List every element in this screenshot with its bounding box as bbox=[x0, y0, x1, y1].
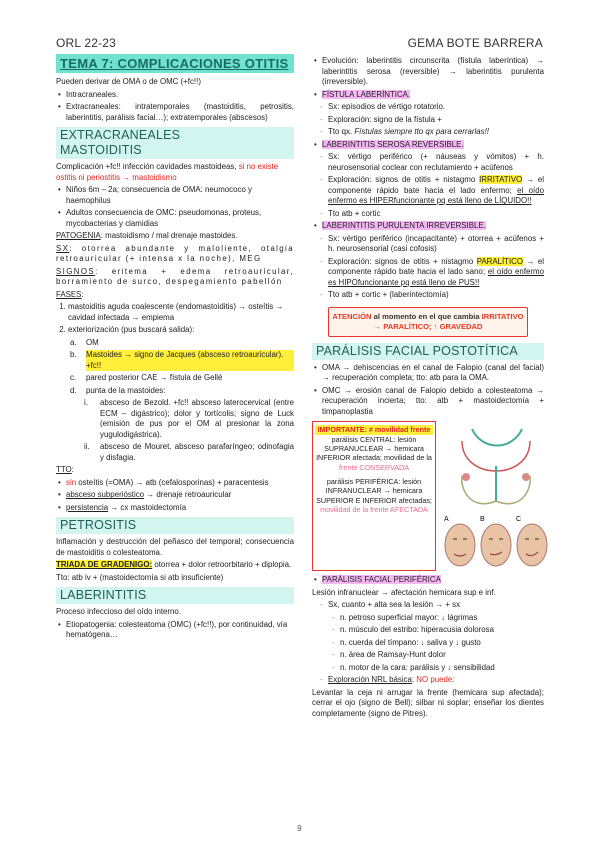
petrositis-heading: PETROSITIS bbox=[56, 517, 294, 534]
evolucion-list bbox=[312, 56, 544, 88]
section-heading bbox=[56, 127, 294, 159]
laberintitis-heading: LABERINTITIS bbox=[56, 587, 294, 604]
list-item: - n. músculo del estribo: hiperacusia dolorosa bbox=[340, 625, 544, 636]
list-item: a. OM bbox=[70, 337, 99, 347]
figure-label: C bbox=[516, 516, 522, 524]
irritativo-highlight: IRRITATIVO bbox=[479, 175, 523, 184]
topic-title: TEMA 7: COMPLICACIONES OTITIS bbox=[56, 54, 294, 73]
list-item: 2. exteriorización (pus buscará salida): bbox=[68, 325, 294, 336]
list-item: - Tto atb + cortic bbox=[328, 209, 544, 220]
list-item: - Tto atb + cortic + (laberintectomía) bbox=[328, 290, 544, 301]
list-item: - n. área de Ramsay-Hunt dolor bbox=[340, 650, 544, 661]
list-item: c. pared posterior CAE → fístula de Gellé bbox=[70, 373, 223, 383]
list-item: • OMC → erosión canal de Falopio debido a colesteatoma → recuperación incierta; tto: atb + mastoidectomía + timpanoplastia bbox=[322, 386, 544, 418]
figure-label: A bbox=[444, 516, 449, 524]
list-item: • persistencia → cx mastoidectomía bbox=[66, 503, 294, 514]
list-item: 1. mastoiditis aguda coalescente (endomastoiditis) → osteítis → cavidad infectada → empiema bbox=[68, 302, 294, 323]
list-item: - Exploración: signo de la fístula + bbox=[328, 115, 544, 126]
list-item: - Tto qx. Fístulas siempre tto qx para cerrarlas!! bbox=[328, 127, 544, 138]
list-item: ii. absceso de Mouret. absceso parafaríngeo; odinofagia y disfagia. bbox=[84, 442, 294, 462]
mastoiditis-definition: Complicación +fc!! infección cavidades mastoideas, si no existe ostitis ni periostitis → mastoidismo bbox=[56, 162, 279, 182]
fases-list bbox=[56, 302, 294, 336]
list-item: - n. petroso superficial mayor: ↓ lágrimas bbox=[340, 613, 544, 624]
list-item bbox=[322, 221, 544, 232]
exploracion-section bbox=[312, 675, 544, 686]
list-item bbox=[322, 90, 544, 101]
fistula-section bbox=[312, 90, 544, 101]
list-item: • Etiopatogenia: colesteatoma (OMC) (+fc!!), por continuidad, vía hematógena… bbox=[66, 620, 294, 641]
periferica-heading: PARÁLISIS FACIAL PERIFÉRICA bbox=[322, 575, 441, 585]
list-item: - Sx: episodios de vértigo rotatorio. bbox=[328, 102, 544, 113]
signos: SIGNOS: eritema + edema retroauricular, borramiento de surco, despegamiento pabellón bbox=[56, 266, 294, 287]
list-item: • absceso subperióstico → drenaje retroauricular bbox=[66, 490, 294, 501]
intro-list bbox=[56, 90, 294, 124]
serosa-list bbox=[312, 152, 544, 219]
figure-label: B bbox=[480, 516, 485, 524]
list-item: - Sx: vértigo periférico (incapacitante) + otorrea + acúfenos + h. neurosensorial (casi cofosis) bbox=[328, 234, 544, 255]
purulenta-list bbox=[312, 234, 544, 301]
serosa-section bbox=[312, 140, 544, 151]
laberintitis-list bbox=[56, 620, 294, 641]
list-item: • Intracraneales. bbox=[66, 90, 294, 101]
list-item: i. absceso de Bezold. +fc!! absceso laterocervical (entre ECM – digástrico); dolor y tortícolis; signo de Luck (emisión de pus por el OM al presionar la zona yugulodigástrica). bbox=[84, 398, 294, 439]
list-item: - Exploración NRL básica: NO puede: bbox=[328, 675, 544, 686]
periferica-section bbox=[312, 575, 544, 586]
list-item: - n. motor de la cara: parálisis y ↓ sensibilidad bbox=[340, 663, 544, 674]
list-item: d. punta de la mastoides: bbox=[70, 385, 166, 395]
fistula-heading: FÍSTULA LABERÍNTICA. bbox=[322, 89, 411, 99]
list-item: - Sx: vértigo periférico (+ náuseas y vómitos) + h. neurosensorial coclear con reclutamiento + acúfenos bbox=[328, 152, 544, 173]
list-item bbox=[322, 140, 544, 151]
importante-title: IMPORTANTE: ≠ movilidad frente bbox=[315, 425, 433, 434]
fases-label: FASES: bbox=[56, 289, 84, 299]
list-item: - n. cuerda del tímpano: ↓ saliva y ↓ gusto bbox=[340, 638, 544, 649]
page-number: 9 bbox=[297, 824, 302, 833]
exploracion-text: Levantar la ceja ni arrugar la frente (hemicara sup afectada); cerrar el ojo (signo de Bell); silbar ni soplar; enseñar los dientes completamente (signo de Pitres). bbox=[312, 687, 544, 718]
list-item: • Extracraneales: intratemporales (mastoiditis, petrositis, laberintitis, parálisis facial…); extratemporales (abscesos) bbox=[66, 102, 294, 123]
periferica-definition: Lesión infranuclear → afectación hemicara sup e inf. bbox=[312, 587, 496, 597]
list-item: - Sx, cuanto + alta sea la lesión → + sx bbox=[328, 600, 544, 611]
purulenta-heading: LABERINTITIS PURULENTA IRREVERSIBLE. bbox=[322, 221, 486, 230]
atencion-callout: ATENCIÓN al momento en el que cambia IRRITATIVO → PARALÍTICO; ↑ GRAVEDAD bbox=[328, 307, 528, 337]
paralisis-heading: PARÁLISIS FACIAL POSTOTÍTICA bbox=[312, 343, 544, 360]
purulenta-section bbox=[312, 221, 544, 232]
periferica-nerve-list bbox=[312, 613, 544, 674]
jacques-highlight: Mastoides → signo de Jacques (absceso retroauricular). +fc!! bbox=[86, 350, 294, 371]
list-item: • OMA → dehiscencias en el canal de Falopio (canal del facial) → recuperación completa; tto: atb para la OMA. bbox=[322, 363, 544, 384]
list-item: - Exploración: signos de otitis + nistagmo IRRITATIVO → el componente rápido bate hacia el lado enfermo; el oído enfermo es HIPERfuncionante pq está lleno de LÍQUIDO!! bbox=[328, 175, 544, 207]
mastoiditis-heading: MASTOIDITIS bbox=[60, 143, 142, 158]
right-column bbox=[312, 54, 544, 721]
petrositis-definition: Inflamación y destrucción del peñasco del temporal; consecuencia de mastoiditis o colesteatoma. bbox=[56, 537, 294, 557]
list-item bbox=[322, 575, 544, 586]
facial-nerve-illustration bbox=[442, 421, 550, 571]
list-item: • Niños 6m – 2a; consecuencia de OMA: neumococo y haemophilus bbox=[66, 185, 294, 206]
paralisis-figure-row bbox=[312, 421, 544, 571]
laberintitis-definition: Proceso infeccioso del oído interno. bbox=[56, 607, 182, 617]
periferica-sx bbox=[312, 600, 544, 611]
list-item: b. Mastoides → signo de Jacques (absceso retroauricular). +fc!! bbox=[70, 350, 294, 371]
intro-text: Pueden derivar de OMA o de OMC (+fc!!) bbox=[56, 77, 201, 87]
petrositis-tto: Tto: atb iv + (mastoidectomía si atb insuficiente) bbox=[56, 572, 224, 582]
extracraneales-heading: EXTRACRANEALES bbox=[60, 128, 181, 143]
fistula-note: Fístulas siempre tto qx para cerrarlas!! bbox=[354, 127, 489, 136]
fases-sublist bbox=[56, 338, 294, 464]
patogenia: PATOGENIA: mastoidismo / mal drenaje mastoides. bbox=[56, 231, 238, 241]
importante-box: IMPORTANTE: ≠ movilidad frente parálisis CENTRAL: lesión SUPRANUCLEAR → hemicara INFERIOR afectada; movilidad de la frente CONSERVADA parálisis PERIFÉRICA: lesión INFRANUCLEAR → hemicara SUPERIOR E INFERIOR afectadas; movilidad de la frente AFECTADA bbox=[312, 421, 436, 571]
list-item: - Exploración: signos de otitis + nistagmo PARALÍTICO → el componente rápido bate hacia el lado sano; el oído enfermo es HIPOfuncionante pq está lleno de PUS!! bbox=[328, 257, 544, 289]
tto-label: TTO: bbox=[56, 465, 74, 475]
header-author: GEMA BOTE BARRERA bbox=[407, 36, 543, 50]
fistula-list bbox=[312, 102, 544, 138]
list-item: • Adultos consecuencia de OMC: pseudomonas, proteus, mycobacterias y clamidias bbox=[66, 208, 294, 229]
tto-list bbox=[56, 478, 294, 514]
sintomas: SX: otorrea abundante y maloliente, otalgia retroauricular (+ intensa x la noche), MEG bbox=[56, 243, 294, 264]
list-item: • sin osteítis (=OMA) → atb (cefalosporinas) + paracentesis bbox=[66, 478, 294, 489]
header-course: ORL 22-23 bbox=[56, 36, 117, 50]
left-column bbox=[56, 54, 294, 643]
serosa-heading: LABERINTITIS SEROSA REVERSIBLE. bbox=[322, 139, 464, 149]
list-item: • Evolución: laberintitis circunscrita (fístula laberíntica) → laberintitis serosa (reversible) → laberintitis purulenta (irreversible). bbox=[322, 56, 544, 88]
facial-nerve-diagram bbox=[442, 421, 550, 571]
gradenigo: TRIADA DE GRADENIGO: otorrea + dolor retroorbitario + diplopia. bbox=[56, 560, 292, 570]
mastoidismo-note: si no existe ostitis ni periostitis → mastoidismo bbox=[56, 162, 279, 182]
paralitico-highlight: PARALÍTICO bbox=[476, 256, 524, 266]
paralisis-list bbox=[312, 363, 544, 418]
mastoiditis-list bbox=[56, 185, 294, 229]
